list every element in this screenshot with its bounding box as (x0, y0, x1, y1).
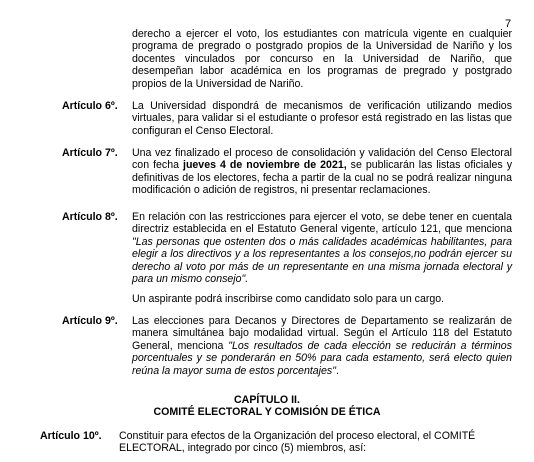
intro-paragraph: derecho a ejercer el voto, los estudiantes con matrícula vigente en cualquier programa de pregrado o postgrado propios de la Universidad de Nariño y los docentes vinculados por concurso en la Universidad de Nariño, que desempeñan labor académica en los programas de pregrado y postgrado propios de la Universidad de Nariño. (132, 28, 512, 90)
article-9-intro: Las elecciones para Decanos y Directores de Departamento se realizarán de manera simultánea bajo modalidad virtual. Según el Artículo 118 del Estatuto General, menciona (132, 315, 512, 352)
article-8-quote: "Las personas que ostenten dos o más calidades académicas habilitantes, para elegir a los directivos y a los representantes a los consejos,no podrán ejercer su derecho al voto por más de un representante en una misma jornada electoral y para un mismo consejo". (132, 235, 512, 286)
article-7-label: Artículo 7º. (62, 147, 118, 159)
chapter-number: CAPÍTULO II. (234, 394, 300, 406)
article-7-text-start: Una vez finalizado el proceso de consolidación y validación del Censo Electoral con fecha (132, 147, 512, 172)
page-number: 7 (505, 18, 512, 30)
article-8-intro: En relación con las restricciones para ejercer el voto, se debe tener en cuentala directriz establecida en el Estatuto General vigente, artículo 121, que menciona (132, 211, 512, 236)
article-7-date: jueves 4 de noviembre de 2021, (183, 159, 347, 172)
article-10-label: Artículo 10º. (40, 430, 102, 442)
article-7-text (132, 147, 512, 197)
article-9-end: . (335, 364, 339, 377)
article-9-quote: "Los resultados de cada elección se reducirán a términos porcentuales y se ponderarán en 50% para cada estamento, será electo quien reúna la mayor suma de estos porcentajes" (132, 339, 512, 377)
article-6-label: Artículo 6º. (62, 100, 118, 112)
article-7-text-end: se publicarán las listas oficiales y definitivas de los electores, fecha a partir de la cual no se podrá realizar ninguna modificación o adición de registros, ni presentar reclamaciones. (132, 159, 512, 197)
article-8-text (132, 211, 512, 285)
article-6-text: La Universidad dispondrá de mecanismos de verificación utilizando medios virtuales, para validar si el estudiante o profesor está registrado en las listas que configuran el Censo Electoral. (132, 100, 512, 137)
article-8-label: Artículo 8º. (62, 211, 118, 223)
article-8-note: Un aspirante podrá inscribirse como candidato solo para un cargo. (132, 293, 445, 305)
article-9-text (132, 315, 512, 377)
article-9-label: Artículo 9º. (62, 315, 118, 327)
article-10-text: Constituir para efectos de la Organización del proceso electoral, el COMITÉ ELECTORAL, integrado por cinco (5) miembros, así: (119, 430, 476, 455)
chapter-title: COMITÉ ELECTORAL Y COMISIÓN DE ÉTICA (153, 406, 381, 418)
